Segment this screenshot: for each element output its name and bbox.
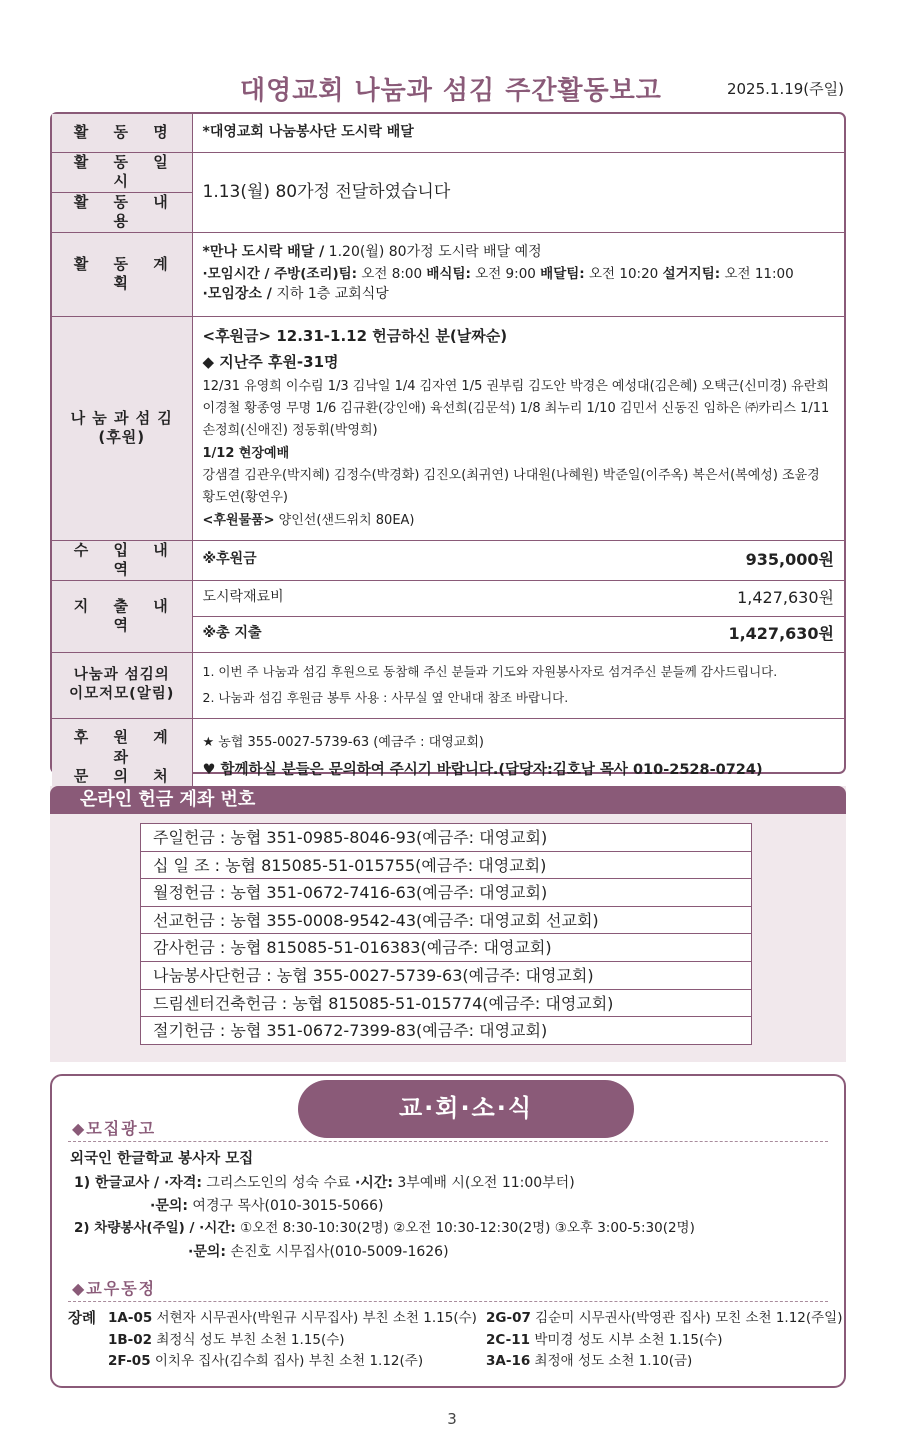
activity-content-label: 활 동 내 용 (52, 192, 192, 232)
sharing-label: 나 눔 과 섬 김 (후원) (52, 316, 192, 540)
onsite-head: 1/12 현장예배 (202, 445, 290, 461)
expense-item: 도시락재료비 (202, 589, 284, 606)
offering-account-row: 나눔봉사단헌금 : 농협 355-0027-5739-63(예금주: 대영교회) (141, 962, 751, 990)
list-item: 2G-07 김순미 시무권사(박영관 집사) 모친 소천 1.12(주일) (486, 1310, 843, 1326)
page-title: 대영교회 나눔과 섬김 주간활동보고 (240, 76, 662, 106)
offering-account-row: 월정헌금 : 농협 351-0672-7416-63(예금주: 대영교회) (141, 879, 751, 907)
offering-account-row: 선교헌금 : 농협 355-0008-9542-43(예금주: 대영교회 선교회) (141, 907, 751, 935)
divider (68, 1141, 828, 1142)
income-item: ※후원금 (202, 551, 257, 568)
donation-account: ★ 농협 355-0027-5739-63 (예금주 : 대영교회) (202, 734, 484, 750)
offering-account-row: 절기헌금 : 농협 351-0672-7399-83(예금주: 대영교회) (153, 1021, 548, 1041)
church-news-title: 교·회·소·식 (298, 1080, 634, 1138)
offering-account-row: 감사헌금 : 농협 815085-51-016383(예금주: 대영교회) (141, 934, 751, 962)
list-item: 1A-05 서현자 시무권사(박원규 시무집사) 부친 소천 1.15(수) (108, 1310, 477, 1326)
report-date: 2025.1.19(주일) (726, 80, 844, 98)
notice-item-1: 1. 이번 주 나눔과 섬김 후원으로 동참해 주신 분들과 기도와 자원봉사자로 섬겨주신 분들께 감사드립니다. (202, 663, 778, 679)
list-item: 1B-02 최정식 성도 부친 소천 1.15(수) (108, 1331, 345, 1348)
activity-name-value: *대영교회 나눔봉사단 도시락 배달 (192, 114, 844, 152)
donation-list: 12/31 유영희 이수림 1/3 김낙일 1/4 김자연 1/5 권부림 김도안 박경은 예성대(김은혜) 오택근(신미경) 유란희 이경철 황종영 무명 1/6 김규환(강인애) 육선희(김문석) 1/8 최누리 1/10 김민서 신동진 임하은 ㈜카리스 1/11 손정희(신애진) 정동휘(박영희) (202, 378, 830, 439)
expense-total-amount: 1,427,630원 (728, 623, 834, 643)
funeral-right-list (486, 1308, 843, 1373)
income-row (192, 540, 844, 580)
donation-sub: ◆ 지난주 후원-31명 (202, 352, 339, 371)
plan-line-2: ·모임시간 / 주방(조리)팀: 오전 8:00 배식팀: 오전 9:00 배달팀: 오전 10:20 설거지팀: 오전 11:00 (202, 265, 794, 282)
expense-total-row (192, 616, 844, 652)
plan-line-1: *만나 도시락 배달 / 1.20(월) 80가정 도시락 배달 예정 (202, 243, 542, 260)
donation-head: <후원금> 12.31-1.12 헌금하신 분(날짜순) (202, 326, 508, 345)
activity-date-label: 활 동 일 시 (52, 152, 192, 192)
activity-plan-label: 활 동 계 획 (52, 232, 192, 316)
expense-amount: 1,427,630원 (737, 587, 834, 607)
recruit-item-2: 2) 차량봉사(주일) / ·시간: ①오전 8:30-10:30(2명) ②오전 10:30-12:30(2명) ③오후 3:00-5:30(2명) (74, 1220, 695, 1236)
sharing-value (192, 316, 844, 540)
recruit-item-1-contact: ·문의: 여경구 목사(010-3015-5066) (150, 1198, 384, 1214)
contact-line: ♥ 함께하실 분들은 문의하여 주시기 바랍니다.(담당자:김호남 목사 010-2528-0724) (202, 761, 763, 778)
expense-label: 지 출 내 역 (52, 580, 192, 652)
online-offering-heading: 온라인 헌금 계좌 번호 (50, 786, 846, 814)
activity-date-content-value: 1.13(월) 80가정 전달하였습니다 (192, 152, 844, 232)
income-amount: 935,000원 (745, 549, 834, 569)
recruit-heading: ◆모집광고 (72, 1119, 157, 1138)
list-item: 2F-05 이치우 집사(김수희 집사) 부친 소천 1.12(주) (108, 1353, 424, 1370)
activity-report-table (50, 112, 846, 785)
list-item: 3A-16 최정애 성도 소천 1.10(금) (486, 1353, 693, 1370)
donated-goods: <후원물품> 양인선(샌드위치 80EA) (202, 512, 415, 528)
account-contact-value (192, 718, 844, 796)
notice-label: 나눔과 섬김의 이모저모(알림) (52, 652, 192, 718)
condolence-heading: ◆교우동정 (72, 1279, 157, 1298)
notice-value (192, 652, 844, 718)
expense-row (192, 580, 844, 616)
list-item: 2C-11 박미경 성도 시부 소천 1.15(수) (486, 1331, 723, 1348)
offering-account-list (140, 823, 752, 1045)
title-row (0, 66, 904, 110)
church-news-section (50, 1074, 846, 1388)
plan-line-3: ·모임장소 / 지하 1층 교회식당 (202, 286, 389, 303)
offering-account-row: 십 일 조 : 농협 815085-51-015755(예금주: 대영교회) (141, 852, 751, 880)
offering-account-row: 주일헌금 : 농협 351-0985-8046-93(예금주: 대영교회) (141, 824, 751, 852)
activity-name-label: 활 동 명 (52, 114, 192, 152)
funeral-label: 장례 (68, 1311, 97, 1327)
online-offering-section (50, 786, 846, 1062)
recruit-title: 외국인 한글학교 봉사자 모집 (70, 1151, 254, 1167)
page-number: 3 (447, 1410, 457, 1428)
activity-plan-value (192, 232, 844, 316)
divider (68, 1301, 828, 1302)
recruit-item-2-contact: ·문의: 손진호 시무집사(010-5009-1626) (188, 1244, 449, 1260)
expense-total-item: ※총 지출 (202, 625, 262, 642)
notice-item-2: 2. 나눔과 섬김 후원금 봉투 사용 : 사무실 옆 안내대 참조 바랍니다. (202, 690, 569, 705)
recruit-item-1: 1) 한글교사 / ·자격: 그리스도인의 성숙 수료 ·시간: 3부예배 시(오전 11:00부터) (74, 1175, 575, 1191)
offering-account-row: 드림센터건축헌금 : 농협 815085-51-015774(예금주: 대영교회) (141, 990, 751, 1018)
funeral-left-list (108, 1308, 477, 1373)
income-label: 수 입 내 역 (52, 540, 192, 580)
onsite-list: 강샘결 김관우(박지혜) 김정수(박경화) 김진오(최귀연) 나대원(나혜원) 박준일(이주옥) 복은서(복예성) 조윤경 황도연(황연우) (202, 467, 820, 506)
account-contact-label: 후 원 계 좌 문 의 처 (52, 718, 192, 796)
